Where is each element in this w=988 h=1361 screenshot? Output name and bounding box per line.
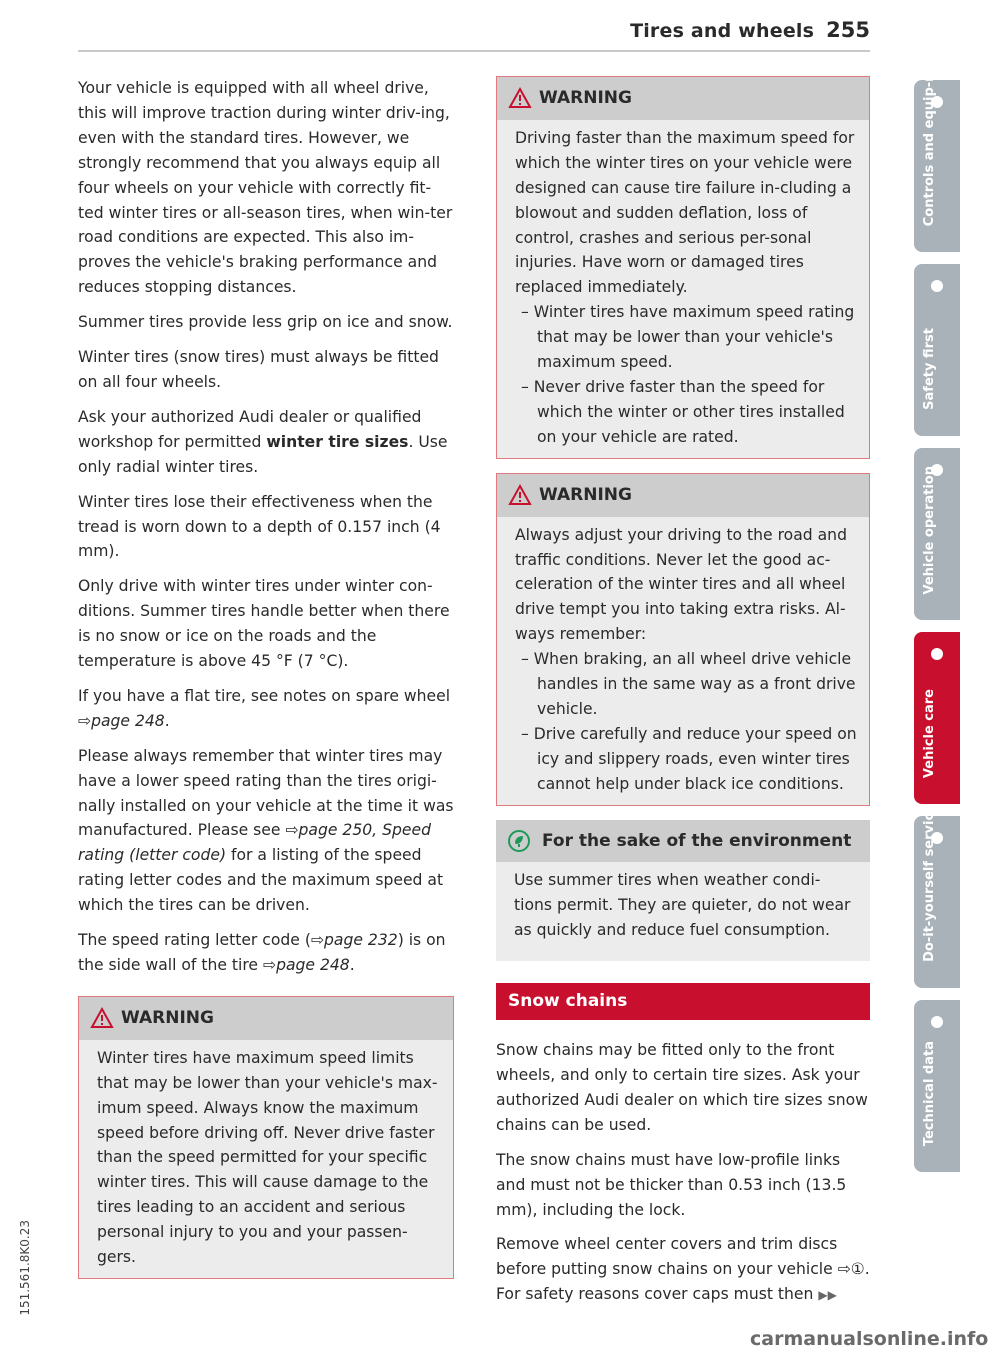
paragraph: Snow chains may be fitted only to the front wheels, and only to certain tire sizes. Ask your authorized Audi dealer on which tire sizes snow chains can be used.: [496, 1041, 868, 1134]
warning-list: [515, 300, 857, 449]
right-column: [496, 76, 870, 1318]
page-reference-link[interactable]: ⇨page 232: [310, 931, 398, 950]
tab-dot-icon: [931, 648, 943, 660]
warning-box: [78, 996, 454, 1279]
text: Ask your authorized Audi dealer or qualified workshop for permitted: [78, 407, 422, 451]
page-reference-link[interactable]: ⇨page 248: [263, 956, 350, 974]
text: .: [164, 711, 170, 730]
page-header: [630, 18, 870, 42]
tab-vehicle-care[interactable]: [914, 632, 960, 804]
warning-body: [497, 517, 869, 805]
tab-label: Technical data: [922, 1040, 937, 1146]
warning-title: WARNING: [121, 1007, 214, 1028]
warning-text: Winter tires have maximum speed limits that may be lower than your vehicle's max-imum speed. Always know the maximum speed before driving off. Never drive faster than the speed permitted for your specific winter tires. This will cause damage to the tires leading to an accident and serious personal injury to you and your passen-gers.: [97, 1048, 438, 1267]
list-item: – Winter tires have maximum speed rating that may be lower than your vehicle's maximum speed.: [515, 300, 857, 375]
warning-text: Always adjust your driving to the road and traffic conditions. Never let the good ac-celeration of the winter tires and all wheel drive tempt you into taking extra risks. Al-ways remember:: [515, 525, 847, 644]
page-reference-link[interactable]: ⇨page 248: [78, 711, 165, 730]
text: If you have a flat tire, see notes on spare wheel: [78, 686, 451, 705]
environment-title: For the sake of the environment: [542, 830, 852, 851]
text: The speed rating letter code (: [78, 931, 311, 950]
environment-header: [496, 820, 870, 863]
paragraph: Winter tires lose their effectiveness when the tread is worn down to a depth of 0.157 inch (4 mm).: [78, 492, 441, 561]
tab-label: Do-it-yourself service: [922, 804, 937, 962]
text: ) is on the side wall of the tire: [78, 931, 446, 974]
document-code: 151.561.8K0.23: [18, 1220, 32, 1316]
paragraph: [78, 405, 454, 480]
warning-header: [497, 77, 869, 120]
tab-vehicle-operation[interactable]: [914, 448, 960, 620]
warning-header: [79, 997, 453, 1040]
paragraph: [78, 744, 454, 918]
warning-body: [79, 1040, 453, 1278]
section-title: Tires and wheels: [630, 20, 815, 42]
tab-do-it-yourself-service[interactable]: [914, 804, 960, 988]
warning-text: Driving faster than the maximum speed for which the winter tires on your vehicle were designed can cause tire failure in-cluding a blowout and sudden deflation, loss of control, crashes and serious per-sonal injuries. Have worn or damaged tires replaced immediately.: [515, 128, 855, 297]
tab-label: Vehicle care: [922, 688, 937, 778]
list-item: – Never drive faster than the speed for which the winter or other tires installed on your vehicle are rated.: [515, 375, 857, 450]
warning-triangle-icon: [509, 485, 531, 505]
section-heading: Snow chains: [496, 983, 870, 1020]
text: Please always remember that winter tires may have a lower speed rating than the tires origi-nally installed on your vehicle at the time it was manufactured. Please see: [78, 746, 454, 840]
environment-text: Use summer tires when weather condi-tions permit. They are quieter, do not wear as quickly and reduce fuel consumption.: [514, 871, 851, 940]
left-column: [78, 76, 454, 1293]
paragraph: [78, 684, 454, 734]
header-divider: [78, 50, 870, 52]
environment-body: [496, 862, 870, 961]
page-reference-link[interactable]: ⇨page 250, Speed rating (letter code): [78, 821, 431, 865]
tab-label: Safety first: [922, 328, 937, 410]
paragraph: Your vehicle is equipped with all wheel drive, this will improve traction during winter driv-ing, even with the standard tires. However, we strongly recommend that you always equip all four wheels on your vehicle with correctly fit-ted winter tires or all-season tires, when win-ter road conditions are expected. This also im-proves the vehicle's braking performance and reduces stopping distances.: [78, 79, 453, 297]
environment-leaf-icon: [508, 830, 530, 852]
text: . Use only radial winter tires.: [78, 432, 448, 476]
text: . For safety reasons cover caps must then: [496, 1260, 870, 1304]
text: Remove wheel center covers and trim discs before putting snow chains on your vehicle: [496, 1235, 838, 1279]
text: for a listing of the speed rating letter codes and the maximum speed at which the tires can be driven.: [78, 846, 444, 915]
paragraph: Summer tires provide less grip on ice and snow.: [78, 313, 453, 332]
tab-dot-icon: [931, 1016, 943, 1028]
continue-arrow-icon: ▶▶: [818, 1288, 837, 1303]
environment-box: [496, 820, 870, 962]
list-item: – When braking, an all wheel drive vehicle handles in the same way as a front drive vehicle.: [515, 647, 857, 722]
tab-technical-data[interactable]: [914, 1000, 960, 1172]
warning-header: [497, 474, 869, 517]
tab-dot-icon: [931, 280, 943, 292]
warning-box: [496, 473, 870, 806]
warning-title: WARNING: [539, 484, 632, 505]
paragraph: [78, 928, 454, 978]
warning-title: WARNING: [539, 88, 632, 108]
paragraph: The snow chains must have low-profile links and must not be thicker than 0.53 inch (13.5 mm), including the lock.: [496, 1150, 847, 1219]
tab-safety-first[interactable]: [914, 264, 960, 436]
caution-reference-link[interactable]: ⇨①: [837, 1260, 865, 1279]
page-number: 255: [826, 18, 870, 42]
paragraph: [496, 1232, 870, 1308]
paragraph: Winter tires (snow tires) must always be fitted on all four wheels.: [78, 348, 439, 391]
warning-triangle-icon: [91, 1008, 113, 1028]
tab-label: Vehicle operation: [922, 465, 937, 594]
warning-list: [515, 647, 857, 796]
list-item: – Drive carefully and reduce your speed on icy and slippery roads, even winter tires cannot help under black ice conditions.: [515, 722, 857, 797]
text: .: [349, 956, 355, 974]
warning-body: [497, 120, 869, 458]
paragraph: Only drive with winter tires under winter con-ditions. Summer tires handle better when there is no snow or ice on the roads and the temperature is above 45 °F (7 °C).: [78, 577, 450, 671]
warning-box: [496, 76, 870, 459]
tab-label: Controls and equip-ment: [922, 43, 937, 226]
tab-controls-and-equipment[interactable]: [914, 43, 960, 252]
watermark: carmanualsonline.info: [750, 1328, 988, 1350]
warning-triangle-icon: [509, 88, 531, 108]
bold-term: winter tire sizes: [266, 432, 409, 451]
